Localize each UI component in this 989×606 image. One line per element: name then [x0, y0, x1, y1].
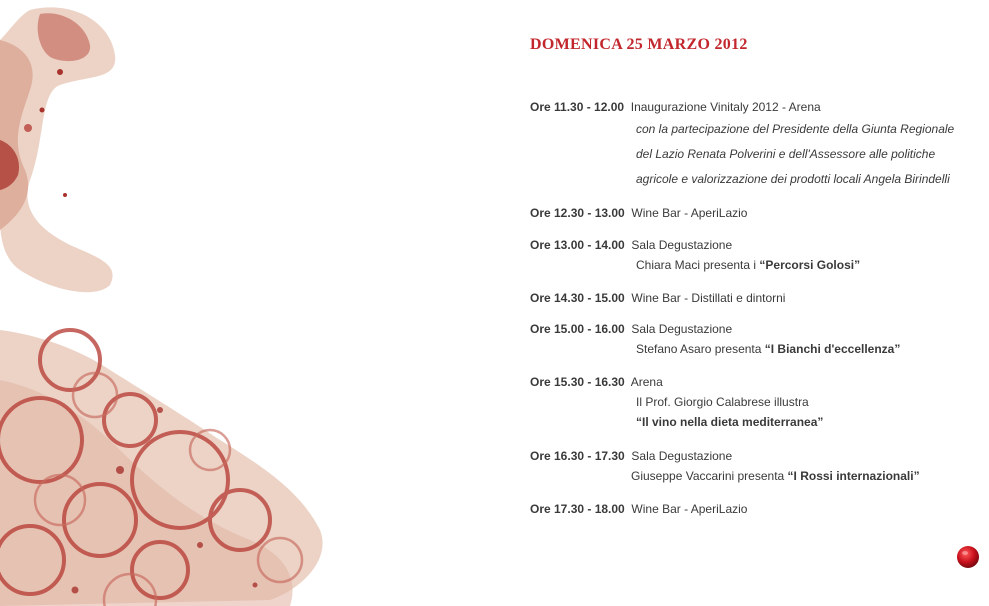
detail-highlight: “Percorsi Golosi” [759, 258, 861, 272]
entry-time: Ore 17.30 - 18.00 [530, 502, 625, 516]
wine-stain-illustration [0, 0, 340, 606]
entry-venue: Wine Bar - AperiLazio [631, 502, 748, 516]
detail-text: Giuseppe Vaccarini presenta [631, 469, 788, 483]
entry-time: Ore 14.30 - 15.00 [530, 291, 625, 305]
program-entry [530, 446, 920, 486]
program-entry [530, 235, 860, 275]
entry-venue: Arena [630, 375, 663, 389]
program-entry [530, 372, 823, 432]
entry-time: Ore 16.30 - 17.30 [530, 449, 625, 463]
entry-detail: Il Prof. Giorgio Calabrese illustra [636, 395, 809, 409]
entry-detail: del Lazio Renata Polverini e dell'Assessore alle politiche [636, 147, 936, 161]
program-entry [530, 288, 785, 308]
wine-drop-icon [956, 545, 980, 569]
entry-time: Ore 11.30 - 12.00 [530, 100, 625, 114]
program-entry [530, 97, 954, 192]
entry-detail [530, 339, 900, 359]
entry-time: Ore 13.00 - 14.00 [530, 238, 625, 252]
program-entry [530, 203, 747, 223]
entry-time: Ore 12.30 - 13.00 [530, 206, 625, 220]
detail-highlight: “I Bianchi d'eccellenza” [764, 342, 901, 356]
entry-detail [530, 412, 823, 432]
detail-highlight: “I Rossi internazionali” [787, 469, 920, 483]
program-entry [530, 319, 900, 359]
entry-detail: con la partecipazione del Presidente della Giunta Regionale [636, 122, 955, 136]
entry-detail [530, 466, 920, 486]
page-title: DOMENICA 25 MARZO 2012 [530, 36, 748, 53]
entry-venue: Inaugurazione Vinitaly 2012 - Arena [630, 100, 821, 114]
detail-highlight: “Il vino nella dieta mediterranea” [636, 415, 824, 429]
entry-detail [530, 255, 860, 275]
entry-venue: Wine Bar - Distillati e dintorni [631, 291, 786, 305]
entry-venue: Sala Degustazione [631, 238, 733, 252]
entry-venue: Sala Degustazione [631, 322, 733, 336]
entry-venue: Wine Bar - AperiLazio [631, 206, 748, 220]
entry-time: Ore 15.00 - 16.00 [530, 322, 625, 336]
entry-detail: agricole e valorizzazione dei prodotti locali Angela Birindelli [636, 172, 950, 186]
entry-venue: Sala Degustazione [631, 449, 733, 463]
detail-text: Chiara Maci presenta i [636, 258, 760, 272]
entry-time: Ore 15.30 - 16.30 [530, 375, 625, 389]
program-entry [530, 499, 747, 519]
detail-text: Stefano Asaro presenta [636, 342, 765, 356]
